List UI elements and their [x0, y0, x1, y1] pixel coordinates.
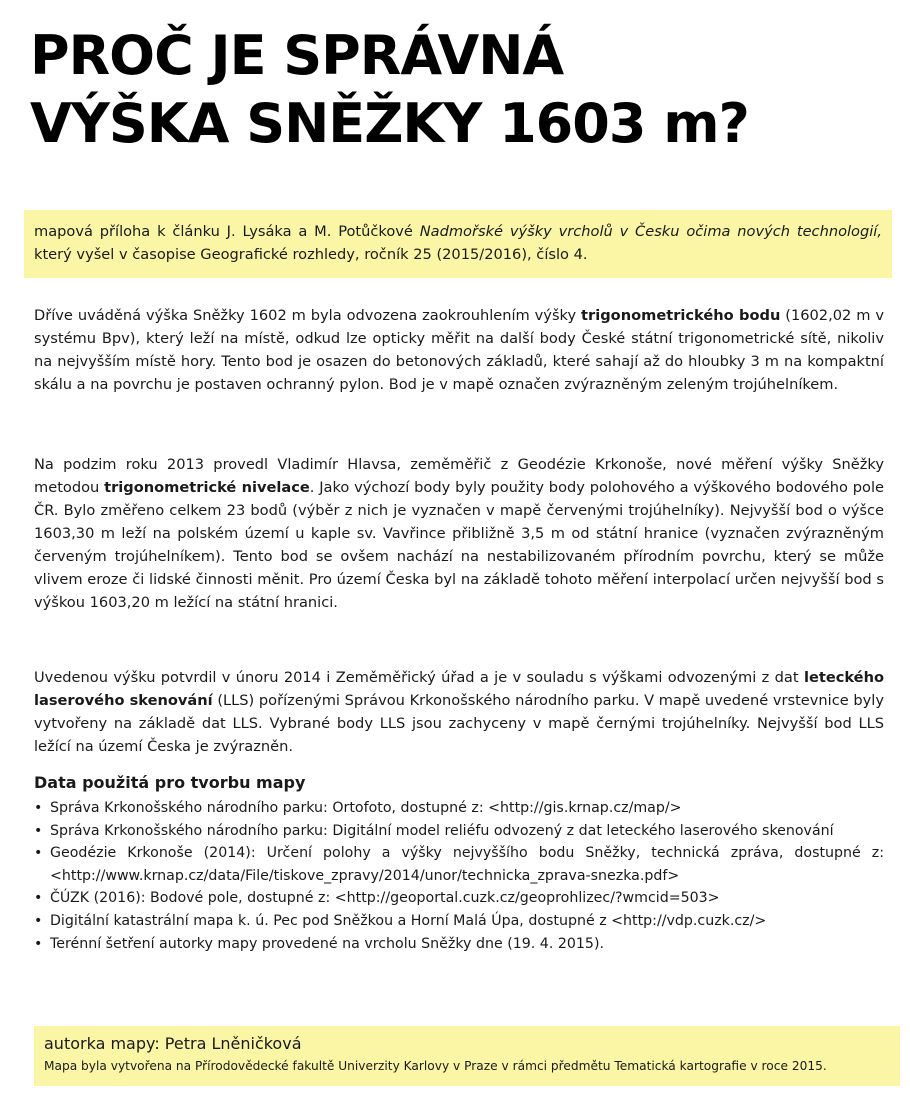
list-item: • Správa Krkonošského národního parku: Digitální model reliéfu odvozený z dat leteckého laserového skenování	[34, 820, 884, 843]
paragraph-text: (LLS) pořízenými Správou Krkonošského národního parku. V mapě uvedené vrstevnice byly vytvořeny na základě dat LLS. Vybrané body LLS jsou zachyceny v mapě černými trojúhelníky. Nejvyšší bod LLS ležící na území Česka je zvýrazněn.	[34, 692, 884, 755]
footer-box	[34, 1026, 900, 1086]
map-author: autorka mapy: Petra Lněničková	[44, 1034, 302, 1053]
paragraph-lidar	[34, 666, 884, 758]
footer-note: Mapa byla vytvořena na Přírodovědecké fakultě Univerzity Karlovy v Praze v rámci předmětu Tematická kartografie v roce 2015.	[44, 1059, 827, 1073]
page-title	[30, 22, 890, 158]
paragraph-text: Na podzim roku 2013 provedl Vladimír Hlavsa, zeměměřič z Geodézie Krkonoše, nové měření výšky Sněžky metodou	[34, 456, 884, 496]
paragraph-leveling	[34, 453, 884, 614]
title-line-2: VÝŠKA SNĚŽKY 1603 m?	[30, 92, 749, 155]
bold-term: trigonometrického bodu	[581, 307, 781, 324]
intro-text-post: který vyšel v časopise Geografické rozhledy, ročník 25 (2015/2016), číslo 4.	[34, 246, 588, 263]
list-item: • ČÚZK (2016): Bodové pole, dostupné z: <http://geoportal.cuzk.cz/geoprohlizec/?wmcid=503>	[34, 887, 884, 910]
intro-text-pre: mapová příloha k článku J. Lysáka a M. Potůčkové	[34, 223, 420, 240]
list-item: • Správa Krkonošského národního parku: Ortofoto, dostupné z: <http://gis.krnap.cz/map/>	[34, 797, 884, 820]
article-title: Nadmořské výšky vrcholů v Česku očima nových technologií,	[419, 223, 883, 240]
data-sources-list	[34, 797, 884, 955]
bold-term: leteckého laserového skenování	[34, 669, 884, 709]
paragraph-text: Uvedenou výšku potvrdil v únoru 2014 i Zeměměřický úřad a je v souladu s výškami odvozenými z dat	[34, 669, 804, 686]
title-line-1: PROČ JE SPRÁVNÁ	[30, 24, 564, 87]
list-item: • Digitální katastrální mapa k. ú. Pec pod Sněžkou a Horní Malá Úpa, dostupné z <http://vdp.cuzk.cz/>	[34, 910, 884, 933]
data-section-heading: Data použitá pro tvorbu mapy	[34, 773, 306, 792]
bold-term: trigonometrické nivelace	[104, 479, 310, 496]
paragraph-text: . Jako výchozí body byly použity body polohového a výškového bodového pole ČR. Bylo změřeno celkem 23 bodů (výběr z nich je vyznačen v mapě červenými trojúhelníky). Nejvyšší bod o výšce 1603,30 m leží na polském území u kaple sv. Vavřince přibližně 3,5 m od státní hranice (vyznačen zvýrazněným červeným trojúhelníkem). Tento bod se ovšem nachází na nestabilizovaném přírodním povrchu, který se může vlivem eroze či lidské činnosti měnit. Pro území Česka byl na základě tohoto měření interpolací určen nejvyšší bod s výškou 1603,20 m ležící na státní hranici.	[34, 479, 884, 611]
paragraph-trig-point	[34, 304, 884, 396]
paragraph-text: Dříve uváděná výška Sněžky 1602 m byla odvozena zaokrouhlením výšky	[34, 307, 582, 324]
list-item: • Geodézie Krkonoše (2014): Určení polohy a výšky nejvyššího bodu Sněžky, technická zpráva, dostupné z: <http://www.krnap.cz/data/File/tiskove_zpravy/2014/unor/technicka_zprava-snezka.pdf>	[34, 842, 884, 887]
list-item: • Terénní šetření autorky mapy provedené na vrcholu Sněžky dne (19. 4. 2015).	[34, 933, 884, 956]
intro-box	[24, 210, 892, 278]
paragraph-text: (1602,02 m v systému Bpv), který leží na místě, odkud lze opticky měřit na další body České státní trigonometrické sítě, nikoliv na nejvyšším místě hory. Tento bod je osazen do betonových základů, které sahají až do hloubky 3 m na kompaktní skálu a na povrchu je postaven ochranný pylon. Bod je v mapě označen zvýrazněným zeleným trojúhelníkem.	[34, 307, 884, 393]
